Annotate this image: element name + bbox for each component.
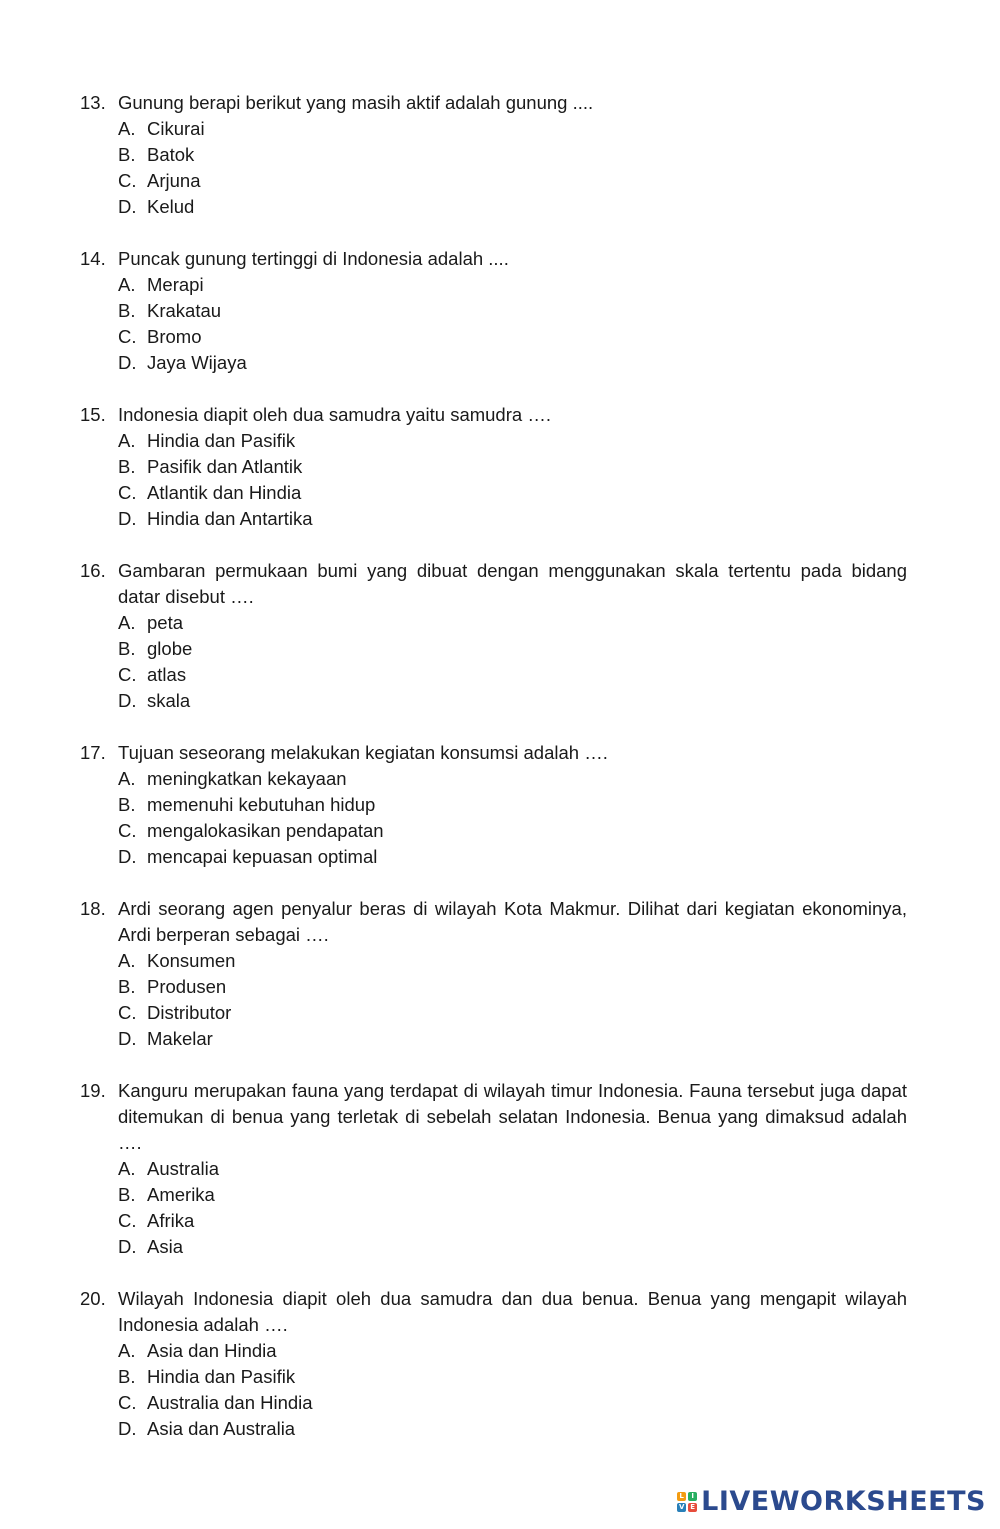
answer-option[interactable] (118, 1390, 907, 1416)
option-letter: A. (118, 950, 136, 971)
question-13 (80, 90, 907, 220)
answer-option[interactable] (118, 610, 907, 636)
option-text: globe (147, 638, 193, 659)
option-letter: A. (118, 430, 136, 451)
question-15 (80, 402, 907, 532)
option-letter: D. (118, 508, 137, 529)
option-text: atlas (147, 664, 187, 685)
question-row (80, 90, 907, 116)
question-number: 13. (80, 92, 106, 113)
option-text: Merapi (147, 274, 204, 295)
question-text: Ardi seorang agen penyalur beras di wilayah Kota Makmur. Dilihat dari kegiatan ekonominya, Ardi berperan sebagai …. (118, 898, 907, 945)
answer-option[interactable] (118, 688, 907, 714)
question-19 (80, 1078, 907, 1260)
answer-option[interactable] (118, 272, 907, 298)
question-row (80, 402, 907, 428)
option-text: Pasifik dan Atlantik (147, 456, 303, 477)
option-letter: D. (118, 1418, 137, 1439)
question-number: 18. (80, 898, 106, 919)
question-text: Gambaran permukaan bumi yang dibuat dengan menggunakan skala tertentu pada bidang datar disebut …. (118, 560, 907, 607)
option-text: Asia (147, 1236, 183, 1257)
option-letter: C. (118, 170, 137, 191)
option-letter: A. (118, 612, 136, 633)
answer-option[interactable] (118, 844, 907, 870)
option-letter: B. (118, 794, 136, 815)
option-list (80, 766, 907, 870)
option-letter: D. (118, 690, 137, 711)
answer-option[interactable] (118, 1208, 907, 1234)
answer-option[interactable] (118, 1000, 907, 1026)
answer-option[interactable] (118, 350, 907, 376)
question-row (80, 740, 907, 766)
answer-option[interactable] (118, 116, 907, 142)
option-letter: A. (118, 1158, 136, 1179)
question-16 (80, 558, 907, 714)
option-text: Hindia dan Pasifik (147, 1366, 296, 1387)
question-18 (80, 896, 907, 1052)
option-text: Krakatau (147, 300, 222, 321)
answer-option[interactable] (118, 974, 907, 1000)
answer-option[interactable] (118, 1338, 907, 1364)
option-list (80, 116, 907, 220)
question-text: Tujuan seseorang melakukan kegiatan konsumsi adalah …. (118, 742, 608, 763)
option-text: Cikurai (147, 118, 205, 139)
answer-option[interactable] (118, 194, 907, 220)
option-letter: B. (118, 1366, 136, 1387)
question-row (80, 896, 907, 948)
option-text: Batok (147, 144, 195, 165)
option-text: memenuhi kebutuhan hidup (147, 794, 376, 815)
option-text: Australia dan Hindia (147, 1392, 313, 1413)
question-number: 14. (80, 248, 106, 269)
option-text: Jaya Wijaya (147, 352, 247, 373)
option-text: mengalokasikan pendapatan (147, 820, 384, 841)
answer-option[interactable] (118, 662, 907, 688)
answer-option[interactable] (118, 1182, 907, 1208)
option-letter: D. (118, 1236, 137, 1257)
logo-mark-icon (677, 1492, 697, 1512)
question-text: Wilayah Indonesia diapit oleh dua samudra dan dua benua. Benua yang mengapit wilayah Indonesia adalah …. (118, 1288, 907, 1335)
option-letter: C. (118, 1002, 137, 1023)
option-text: Bromo (147, 326, 202, 347)
option-letter: C. (118, 482, 137, 503)
logo-cell: I (688, 1492, 697, 1501)
liveworksheets-logo[interactable] (677, 1487, 986, 1517)
option-letter: C. (118, 820, 137, 841)
question-14 (80, 246, 907, 376)
option-text: skala (147, 690, 191, 711)
question-row (80, 1286, 907, 1338)
option-letter: D. (118, 1028, 137, 1049)
option-list (80, 428, 907, 532)
option-text: Produsen (147, 976, 227, 997)
answer-option[interactable] (118, 1364, 907, 1390)
option-letter: A. (118, 1340, 136, 1361)
answer-option[interactable] (118, 168, 907, 194)
question-text: Indonesia diapit oleh dua samudra yaitu samudra …. (118, 404, 551, 425)
answer-option[interactable] (118, 454, 907, 480)
answer-option[interactable] (118, 142, 907, 168)
option-list (80, 948, 907, 1052)
option-text: Amerika (147, 1184, 215, 1205)
answer-option[interactable] (118, 1156, 907, 1182)
question-20 (80, 1286, 907, 1442)
option-text: mencapai kepuasan optimal (147, 846, 378, 867)
option-letter: C. (118, 1392, 137, 1413)
option-letter: D. (118, 352, 137, 373)
question-row (80, 558, 907, 610)
option-text: Makelar (147, 1028, 213, 1049)
option-text: Atlantik dan Hindia (147, 482, 302, 503)
question-list (80, 90, 907, 1468)
option-letter: B. (118, 976, 136, 997)
option-text: Hindia dan Antartika (147, 508, 313, 529)
question-row (80, 1078, 907, 1156)
option-letter: A. (118, 118, 136, 139)
option-letter: D. (118, 846, 137, 867)
question-text: Gunung berapi berikut yang masih aktif adalah gunung .... (118, 92, 594, 113)
logo-cell: E (688, 1503, 697, 1512)
answer-option[interactable] (118, 818, 907, 844)
answer-option[interactable] (118, 1416, 907, 1442)
option-letter: C. (118, 664, 137, 685)
answer-option[interactable] (118, 1234, 907, 1260)
option-letter: B. (118, 638, 136, 659)
option-letter: D. (118, 196, 137, 217)
option-list (80, 272, 907, 376)
question-number: 15. (80, 404, 106, 425)
option-letter: C. (118, 326, 137, 347)
option-letter: B. (118, 144, 136, 165)
question-number: 17. (80, 742, 106, 763)
logo-cell: L (677, 1492, 686, 1501)
option-letter: C. (118, 1210, 137, 1231)
option-text: Arjuna (147, 170, 201, 191)
option-text: Hindia dan Pasifik (147, 430, 296, 451)
option-list (80, 1156, 907, 1260)
question-row (80, 246, 907, 272)
answer-option[interactable] (118, 480, 907, 506)
answer-option[interactable] (118, 1026, 907, 1052)
answer-option[interactable] (118, 792, 907, 818)
question-number: 19. (80, 1080, 106, 1101)
answer-option[interactable] (118, 324, 907, 350)
logo-cell: V (678, 1503, 685, 1511)
logo-wordmark: LIVEWORKSHEETS (701, 1486, 986, 1517)
option-list (80, 1338, 907, 1442)
option-text: Konsumen (147, 950, 236, 971)
answer-option[interactable] (118, 636, 907, 662)
option-text: Asia dan Australia (147, 1418, 296, 1439)
option-text: meningkatkan kekayaan (147, 768, 347, 789)
option-text: Australia (147, 1158, 219, 1179)
answer-option[interactable] (118, 298, 907, 324)
option-letter: B. (118, 1184, 136, 1205)
option-letter: B. (118, 300, 136, 321)
option-letter: A. (118, 768, 136, 789)
answer-option[interactable] (118, 506, 907, 532)
option-text: Kelud (147, 196, 195, 217)
answer-option[interactable] (118, 428, 907, 454)
question-text: Kanguru merupakan fauna yang terdapat di wilayah timur Indonesia. Fauna tersebut juga dapat ditemukan di benua yang terletak di sebelah selatan Indonesia. Benua yang dimaksud adalah …. (118, 1080, 907, 1153)
answer-option[interactable] (118, 948, 907, 974)
question-number: 16. (80, 560, 106, 581)
option-letter: A. (118, 274, 136, 295)
question-number: 20. (80, 1288, 106, 1309)
question-17 (80, 740, 907, 870)
option-text: peta (147, 612, 184, 633)
answer-option[interactable] (118, 766, 907, 792)
option-text: Asia dan Hindia (147, 1340, 277, 1361)
option-text: Afrika (147, 1210, 195, 1231)
option-list (80, 610, 907, 714)
question-text: Puncak gunung tertinggi di Indonesia adalah .... (118, 248, 509, 269)
option-letter: B. (118, 456, 136, 477)
option-text: Distributor (147, 1002, 232, 1023)
